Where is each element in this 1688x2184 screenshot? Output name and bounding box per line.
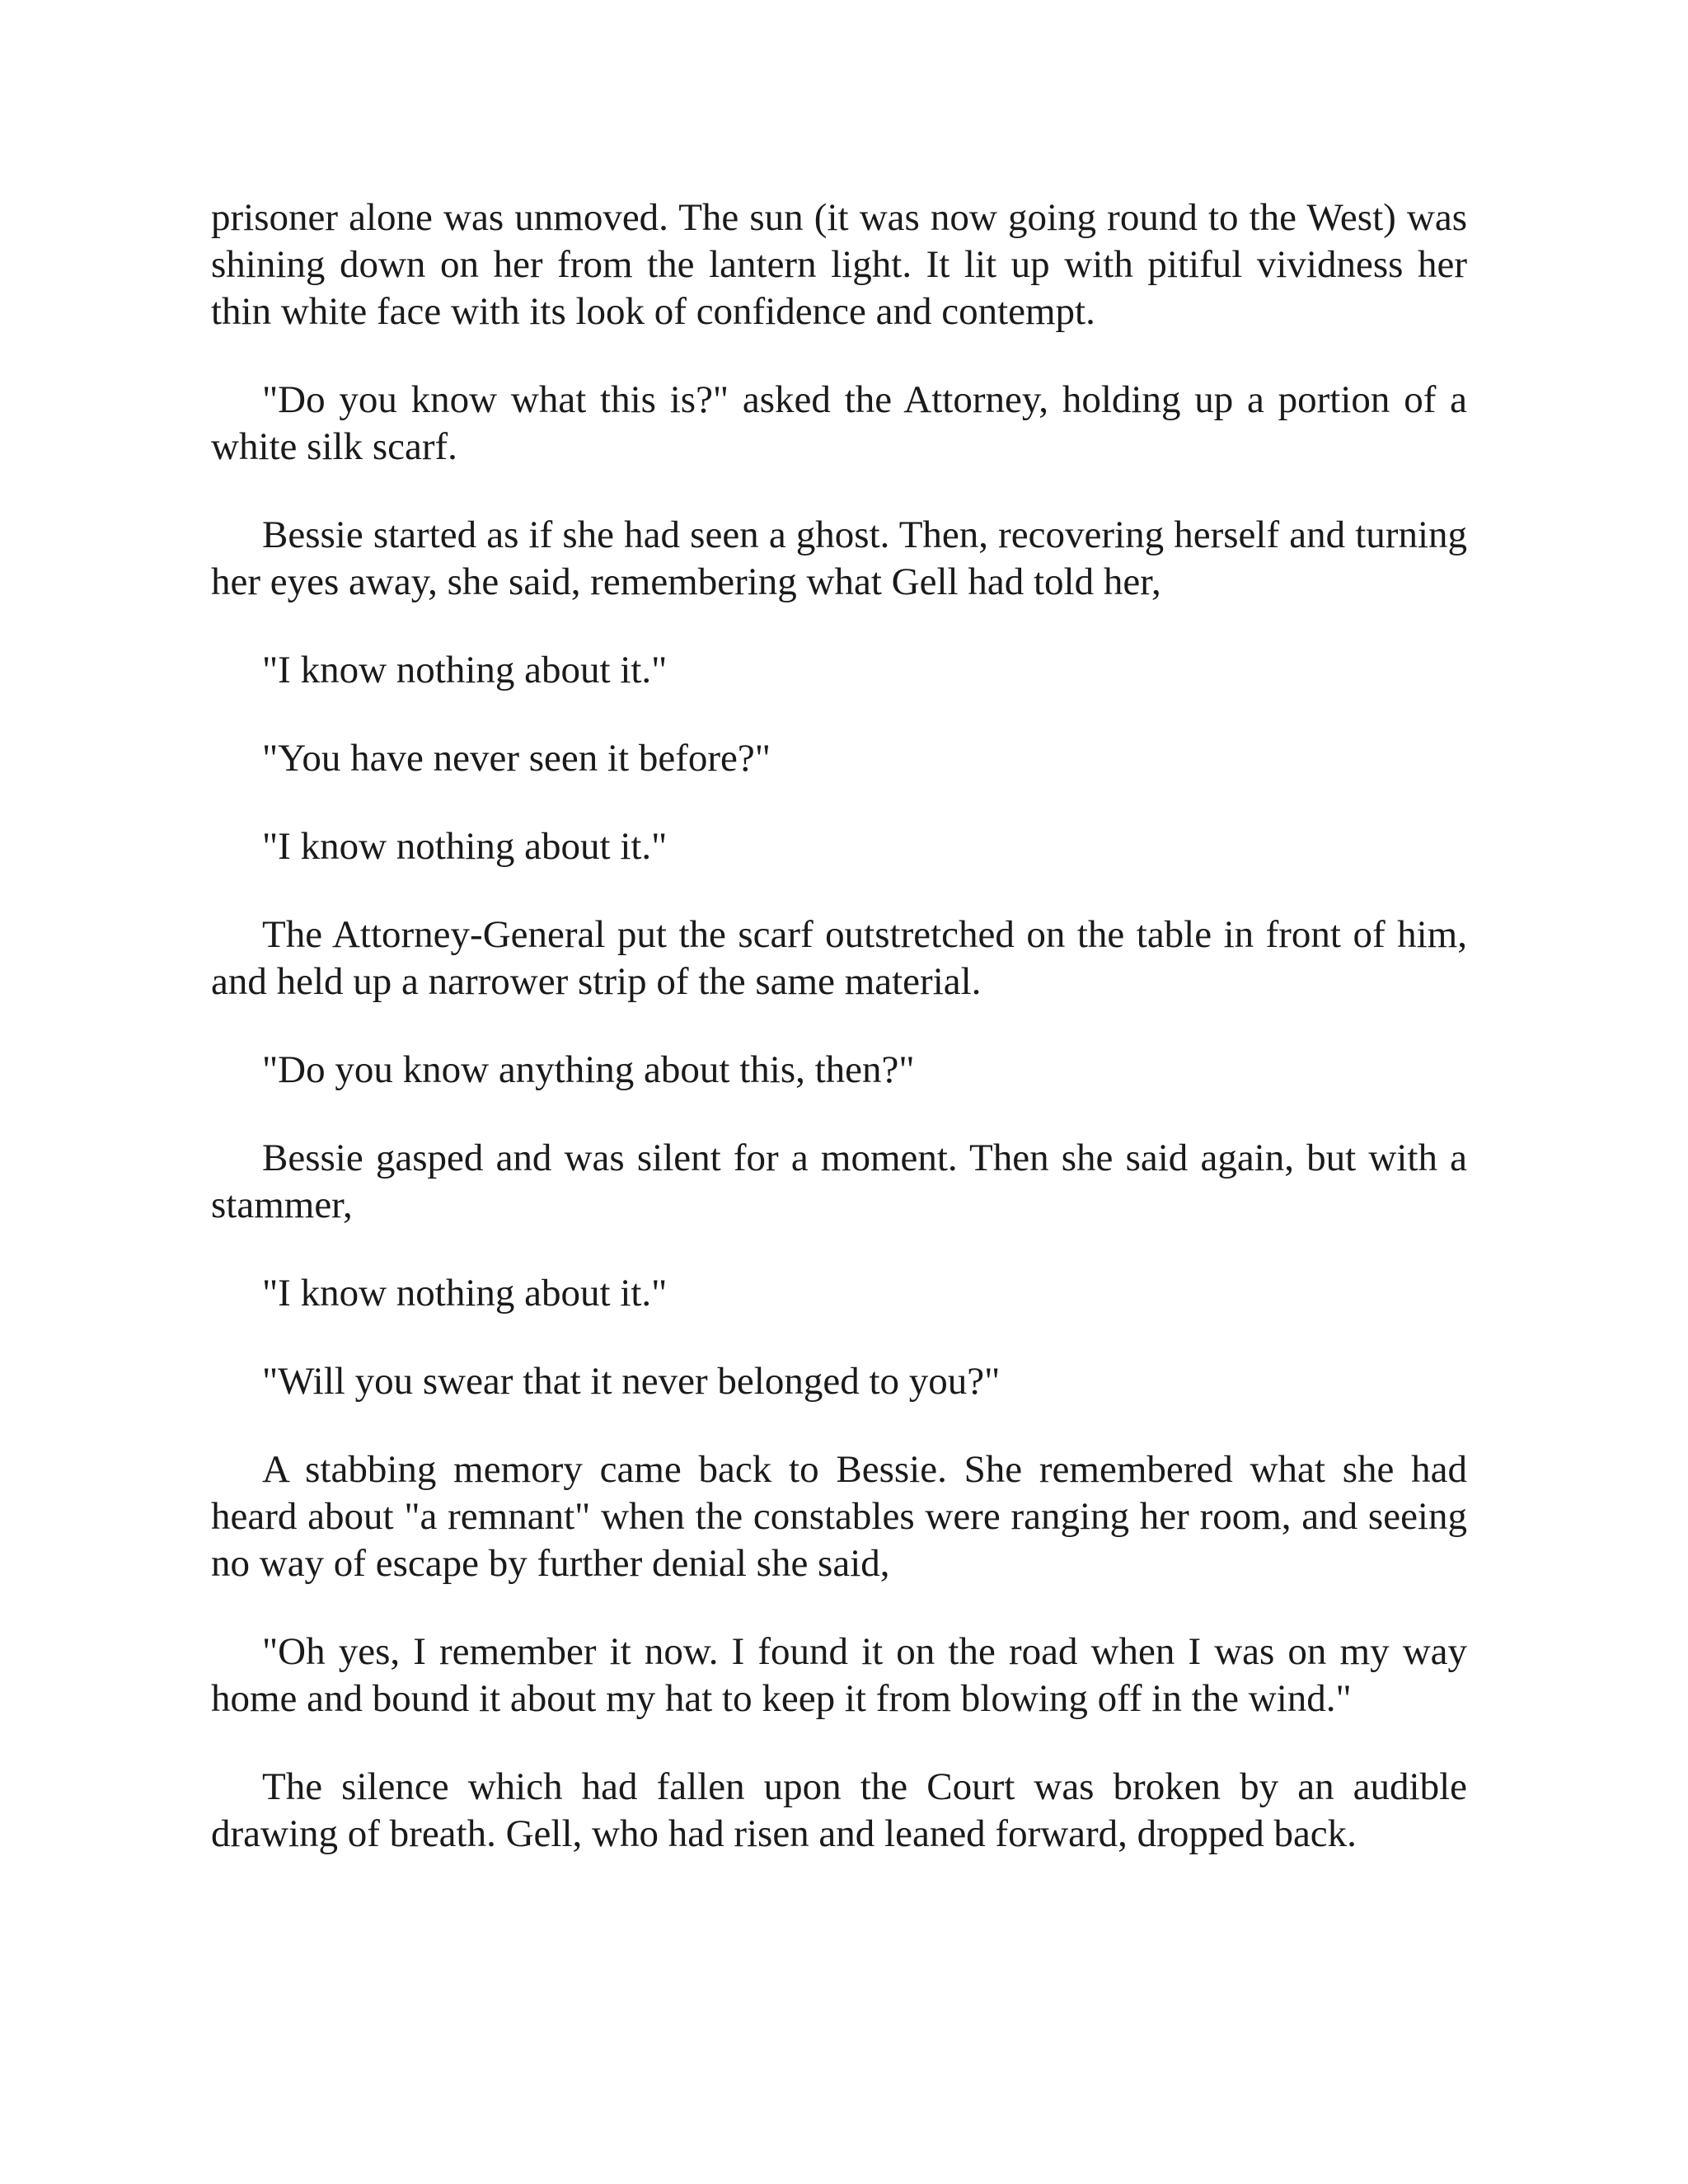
page-body [211,194,1467,1899]
paragraph: "I know nothing about it." [262,1272,668,1315]
paragraph: "Will you swear that it never belonged to you?" [262,1360,1001,1403]
paragraph: The Attorney-General put the scarf outstretched on the table in front of him, and held up a narrower strip of the same material. [211,913,1467,1003]
paragraph: Bessie started as if she had seen a ghost. Then, recovering herself and turning her eyes away, she said, remembering what Gell had told her, [211,513,1467,603]
paragraph: "I know nothing about it." [262,825,668,868]
paragraph: "Do you know anything about this, then?" [262,1048,915,1091]
paragraph: "Do you know what this is?" asked the Attorney, holding up a portion of a white silk scarf. [211,378,1467,468]
paragraph: A stabbing memory came back to Bessie. She remembered what she had heard about "a remnant" when the constables were ranging her room, and seeing no way of escape by further denial she said, [211,1448,1467,1585]
paragraph: "I know nothing about it." [262,649,668,691]
paragraph: "Oh yes, I remember it now. I found it on the road when I was on my way home and bound it about my hat to keep it from blowing off in the wind." [211,1630,1467,1720]
paragraph: The silence which had fallen upon the Court was broken by an audible drawing of breath. Gell, who had risen and leaned forward, dropped back. [211,1765,1467,1855]
paragraph: prisoner alone was unmoved. The sun (it was now going round to the West) was shining down on her from the lantern light. It lit up with pitiful vividness her thin white face with its look of confidence and contempt. [211,196,1467,333]
paragraph: Bessie gasped and was silent for a moment. Then she said again, but with a stammer, [211,1137,1467,1226]
paragraph: "You have never seen it before?" [262,737,771,780]
